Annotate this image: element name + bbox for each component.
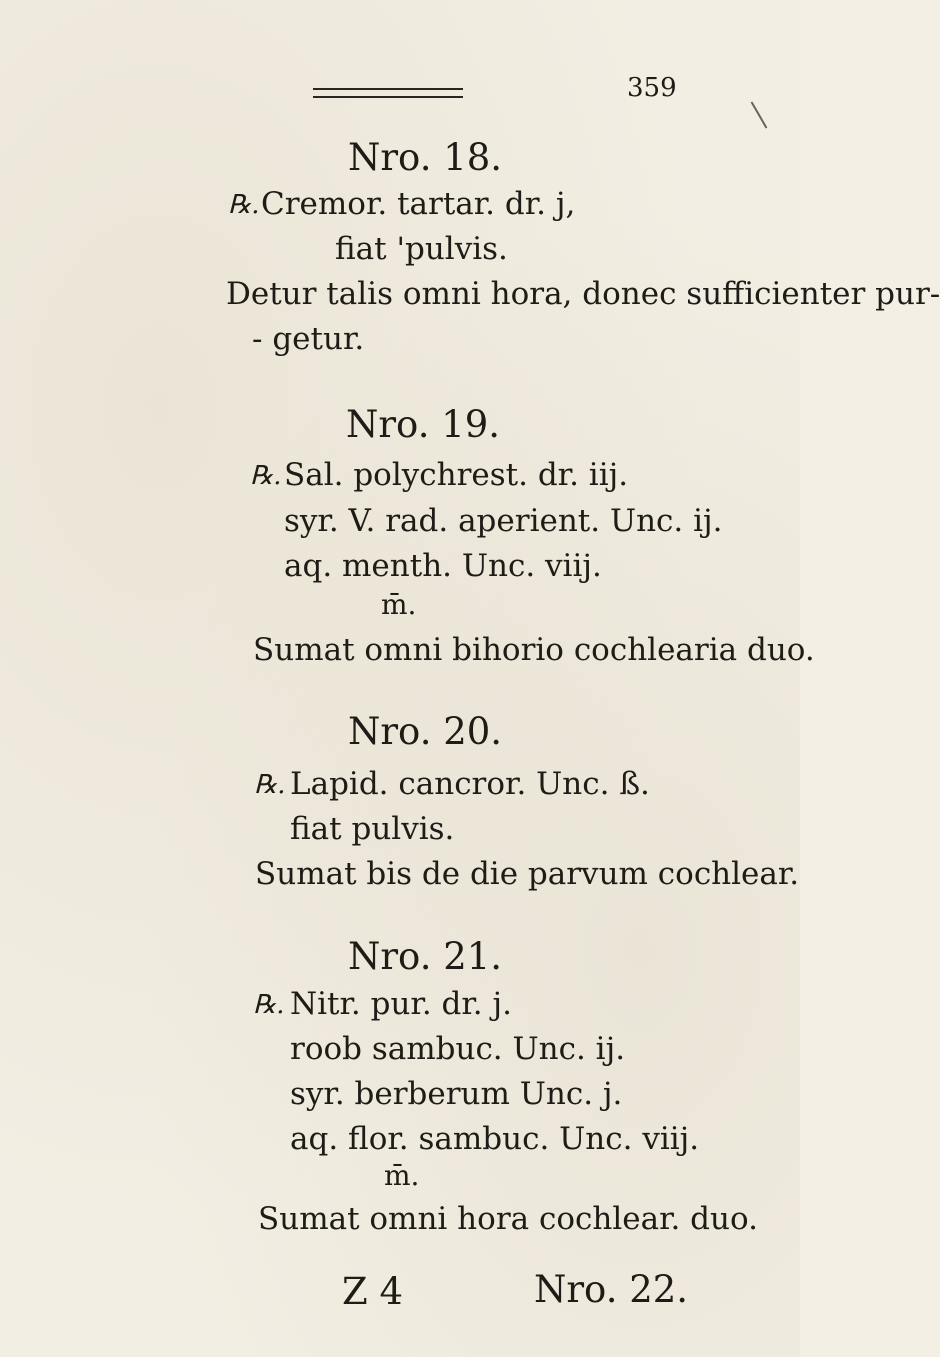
recipe-line: syr. V. rad. aperient. Unc. ij. — [284, 503, 723, 539]
recipe-line: Sumat bis de die parvum cochlear. — [255, 856, 800, 892]
recipe-line: Sumat omni hora cochlear. duo. — [258, 1201, 758, 1237]
recipe-line: syr. berberum Unc. j. — [290, 1076, 623, 1112]
misce-symbol: m̄. — [381, 588, 417, 621]
header-rule — [313, 88, 463, 98]
page-number: 359 — [627, 73, 677, 103]
signature-mark: Z 4 — [342, 1270, 404, 1313]
section-heading-19: Nro. 19. — [346, 403, 501, 446]
section-heading-18: Nro. 18. — [348, 136, 503, 179]
recipe-line: fiat 'pulvis. — [335, 231, 508, 267]
recipe-line: roob sambuc. Unc. ij. — [290, 1031, 626, 1067]
recipe-line: aq. flor. sambuc. Unc. viij. — [290, 1121, 700, 1157]
pencil-mark — [751, 102, 768, 129]
misce-symbol: m̄. — [384, 1159, 420, 1192]
recipe-line: Detur talis omni hora, donec sufficienter pur- — [226, 276, 940, 312]
section-heading-21: Nro. 21. — [348, 935, 503, 978]
recipe-line: Lapid. cancror. Unc. ß. — [290, 766, 650, 802]
recipe-symbol: ℞. — [254, 770, 286, 800]
recipe-line: aq. menth. Unc. viij. — [284, 548, 602, 584]
recipe-line: Cremor. tartar. dr. j, — [261, 186, 576, 222]
recipe-line: Nitr. pur. dr. j. — [290, 986, 512, 1022]
catchword: Nro. 22. — [534, 1268, 689, 1311]
section-heading-20: Nro. 20. — [348, 710, 503, 753]
recipe-line: - getur. — [252, 321, 365, 357]
recipe-symbol: ℞. — [250, 461, 282, 491]
recipe-line: fiat pulvis. — [290, 811, 455, 847]
recipe-symbol: ℞. — [228, 190, 260, 220]
recipe-line: Sal. polychrest. dr. iij. — [284, 457, 629, 493]
recipe-symbol: ℞. — [253, 990, 285, 1020]
recipe-line: Sumat omni bihorio cochlearia duo. — [253, 632, 815, 668]
